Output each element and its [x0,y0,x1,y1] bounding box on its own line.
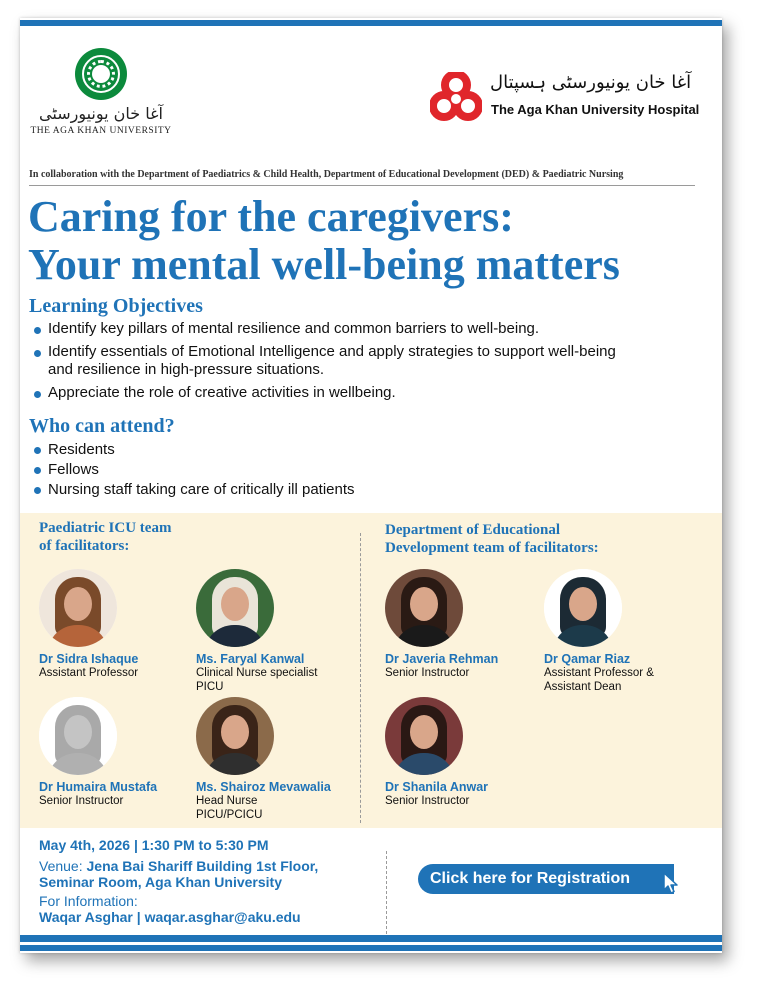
flyer [20,18,722,953]
facilitator-card [39,569,209,680]
facilitator-name: Dr Javeria Rehman [385,652,499,666]
list-item: Fellows [34,460,674,480]
avatar [196,697,274,775]
registration-button[interactable]: Click here for Registration [418,864,674,894]
facilitator-card [39,697,209,808]
facilitator-card [385,569,555,680]
facilitator-role: Assistant Dean [544,681,622,693]
facilitators-panel [20,513,722,828]
facilitator-role: Head Nurse [196,795,258,807]
contact-email[interactable]: Waqar Asghar | waqar.asghar@aku.edu [39,909,301,925]
title-line-1: Caring for the caregivers: [28,192,514,241]
facilitator-name: Ms. Shairoz Mevawalia [196,780,331,794]
who-can-attend-heading: Who can attend? [29,415,175,437]
facilitator-role: PICU [196,681,224,693]
facilitator-name: Dr Humaira Mustafa [39,780,158,794]
aku-urdu-name: آغا خان یونیورسٹی [39,104,163,123]
list-item: Appreciate the role of creative activities in wellbeing. [34,384,674,402]
avatar [385,697,463,775]
event-date-time: May 4th, 2026 | 1:30 PM to 5:30 PM [39,837,269,853]
facilitator-role: Assistant Professor & [544,667,654,679]
learning-objectives-heading: Learning Objectives [29,295,203,317]
facilitator-name: Dr Sidra Ishaque [39,652,139,666]
facilitator-card [544,569,714,694]
bottom-accent-bar [20,945,722,951]
attendee-list [34,440,674,500]
facilitator-role: Assistant Professor [39,667,139,679]
list-item: Residents [34,440,674,460]
facilitator-role: Senior Instructor [385,667,470,679]
list-item: Identify essentials of Emotional Intelligence and apply strategies to support well-being and resilience in high-pressure situations. [34,343,644,379]
facilitator-name: Dr Shanila Anwar [385,780,489,794]
aku-emblem-icon [75,48,127,100]
facilitator-card [196,697,366,822]
avatar-placeholder [39,697,117,775]
facilitator-name: Ms. Faryal Kanwal [196,652,305,666]
avatar [196,569,274,647]
facilitator-card [196,569,366,694]
akuh-urdu-name: آغا خان یونیورسٹی ہسپتال [490,72,692,93]
aku-english-name: THE AGA KHAN UNIVERSITY [30,126,172,136]
title-line-2: Your mental well-being matters [28,240,620,289]
list-item: Nursing staff taking care of critically ill patients [34,480,674,500]
facilitator-name: Dr Qamar Riaz [544,652,631,666]
aku-logo [26,48,176,136]
facilitator-card [385,697,555,808]
hospital-mark-icon [430,72,482,124]
learning-objectives-list [34,320,674,402]
akuh-english-name: The Aga Khan University Hospital [491,102,700,117]
top-accent-bar [20,20,722,26]
ded-team-title: Department of Educational Development team of facilitators: [385,522,599,556]
event-venue: Venue: Jena Bai Shariff Building 1st Floor, Seminar Room, Aga Khan University [39,858,319,890]
divider-line [29,185,695,186]
facilitator-role: Clinical Nurse specialist [196,667,318,679]
picu-team-title: Paediatric ICU team of facilitators: [39,520,172,554]
pointer-cursor-icon [660,870,682,896]
akuh-logo [430,70,720,126]
page-title [28,193,718,289]
avatar [39,569,117,647]
collaboration-note: In collaboration with the Department of Paediatrics & Child Health, Department of Educational Development (DED) & Paediatric Nursing [29,169,624,180]
contact-info: For Information: Waqar Asghar | waqar.asghar@aku.edu [39,893,301,925]
facilitator-role: Senior Instructor [385,795,470,807]
footer-divider [386,851,387,939]
bottom-accent-bar [20,935,722,942]
avatar [385,569,463,647]
facilitator-role: PICU/PCICU [196,809,263,821]
facilitator-role: Senior Instructor [39,795,124,807]
list-item: Identify key pillars of mental resilience and common barriers to well-being. [34,320,674,338]
avatar [544,569,622,647]
